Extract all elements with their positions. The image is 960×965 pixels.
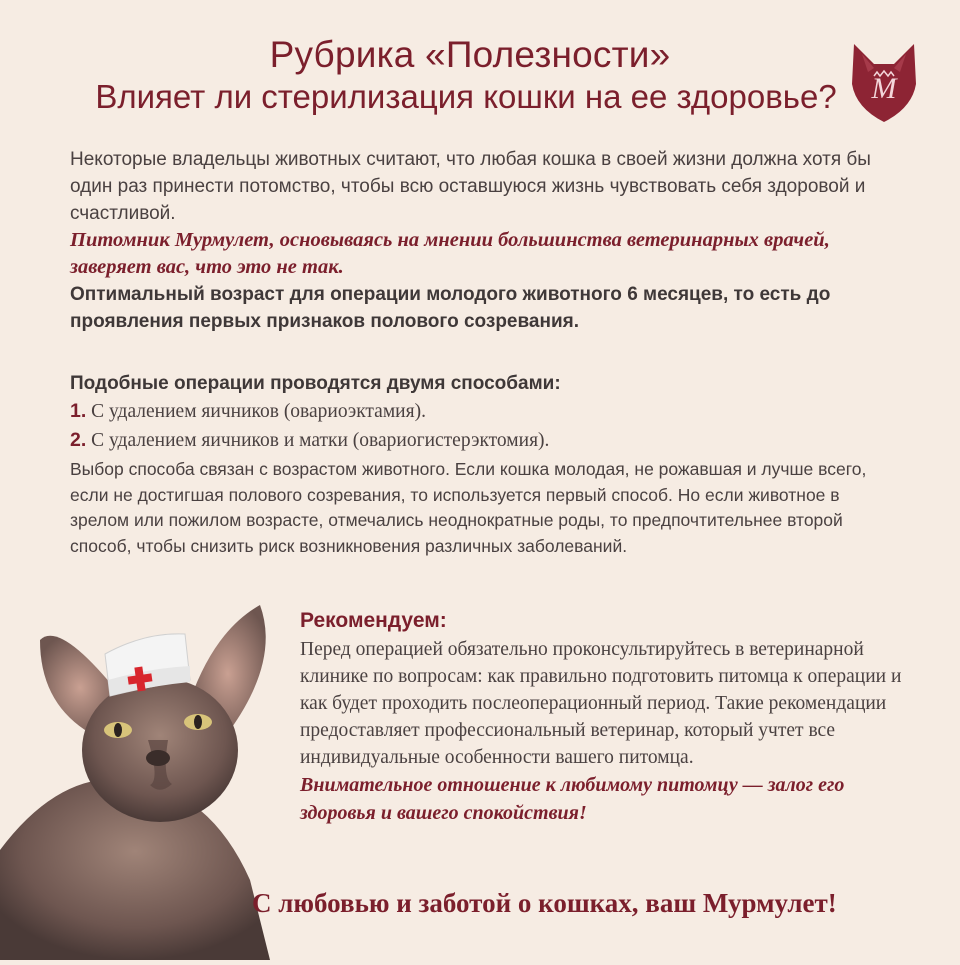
- recommendation-motto: Внимательное отношение к любимому питомцу — залог его здоровья и вашего спокойствия!: [300, 774, 845, 824]
- svg-text:M: M: [871, 72, 897, 105]
- method-number: 1.: [70, 400, 87, 422]
- intro-bold: Оптимальный возраст для операции молодого животного 6 месяцев, то есть до проявления первых признаков полового созревания.: [70, 284, 831, 332]
- method-number: 2.: [70, 429, 87, 451]
- methods-heading: Подобные операции проводятся двумя способами:: [70, 373, 561, 394]
- methods-explanation: Выбор способа связан с возрастом животного. Если кошка молодая, не рожавшая и лучше всего, если не достигшая полового созревания, то используется первый способ. Но если животное в зрелом или пожилом возрасте, отмечались неоднократные роды, то предпочтительнее второй способ, чтобы снизить риск возникновения различных заболеваний.: [70, 459, 867, 556]
- page-subtitle: Влияет ли стерилизация кошки на ее здоровье?: [95, 78, 837, 115]
- intro-highlight: Питомник Мурмулет, основываясь на мнении большинства ветеринарных врачей, заверяет вас, что это не так.: [70, 229, 830, 278]
- page-title: Рубрика «Полезности»: [269, 34, 671, 75]
- recommendation-heading: Рекомендуем:: [300, 609, 447, 632]
- method-item: [70, 397, 900, 426]
- recommendation-text: Перед операцией обязательно проконсультируйтесь в ветеринарной клинике по вопросам: как правильно подготовить питомца к операции и как будет проходить послеоперационный период. Такие рекомендации предоставляет профессиональный ветеринар, который учтет все индивидуальные особенности вашего питомца.: [300, 639, 902, 768]
- method-item: [70, 426, 900, 455]
- intro-text: Некоторые владельцы животных считают, что любая кошка в своей жизни должна хотя бы один раз принести потомство, чтобы всю оставшуюся жизнь чувствовать себя здоровой и счастливой.: [70, 149, 871, 224]
- cat-head-logo-icon: [848, 42, 920, 124]
- methods-section: [70, 370, 900, 559]
- method-text: С удалением яичников и матки (овариогистерэктомия).: [91, 430, 550, 451]
- recommendation-section: [300, 606, 920, 827]
- signoff: С любовью и заботой о кошках, ваш Мурмулет!: [252, 888, 837, 918]
- method-text: С удалением яичников (овариоэктамия).: [91, 401, 426, 422]
- intro-section: [70, 146, 910, 335]
